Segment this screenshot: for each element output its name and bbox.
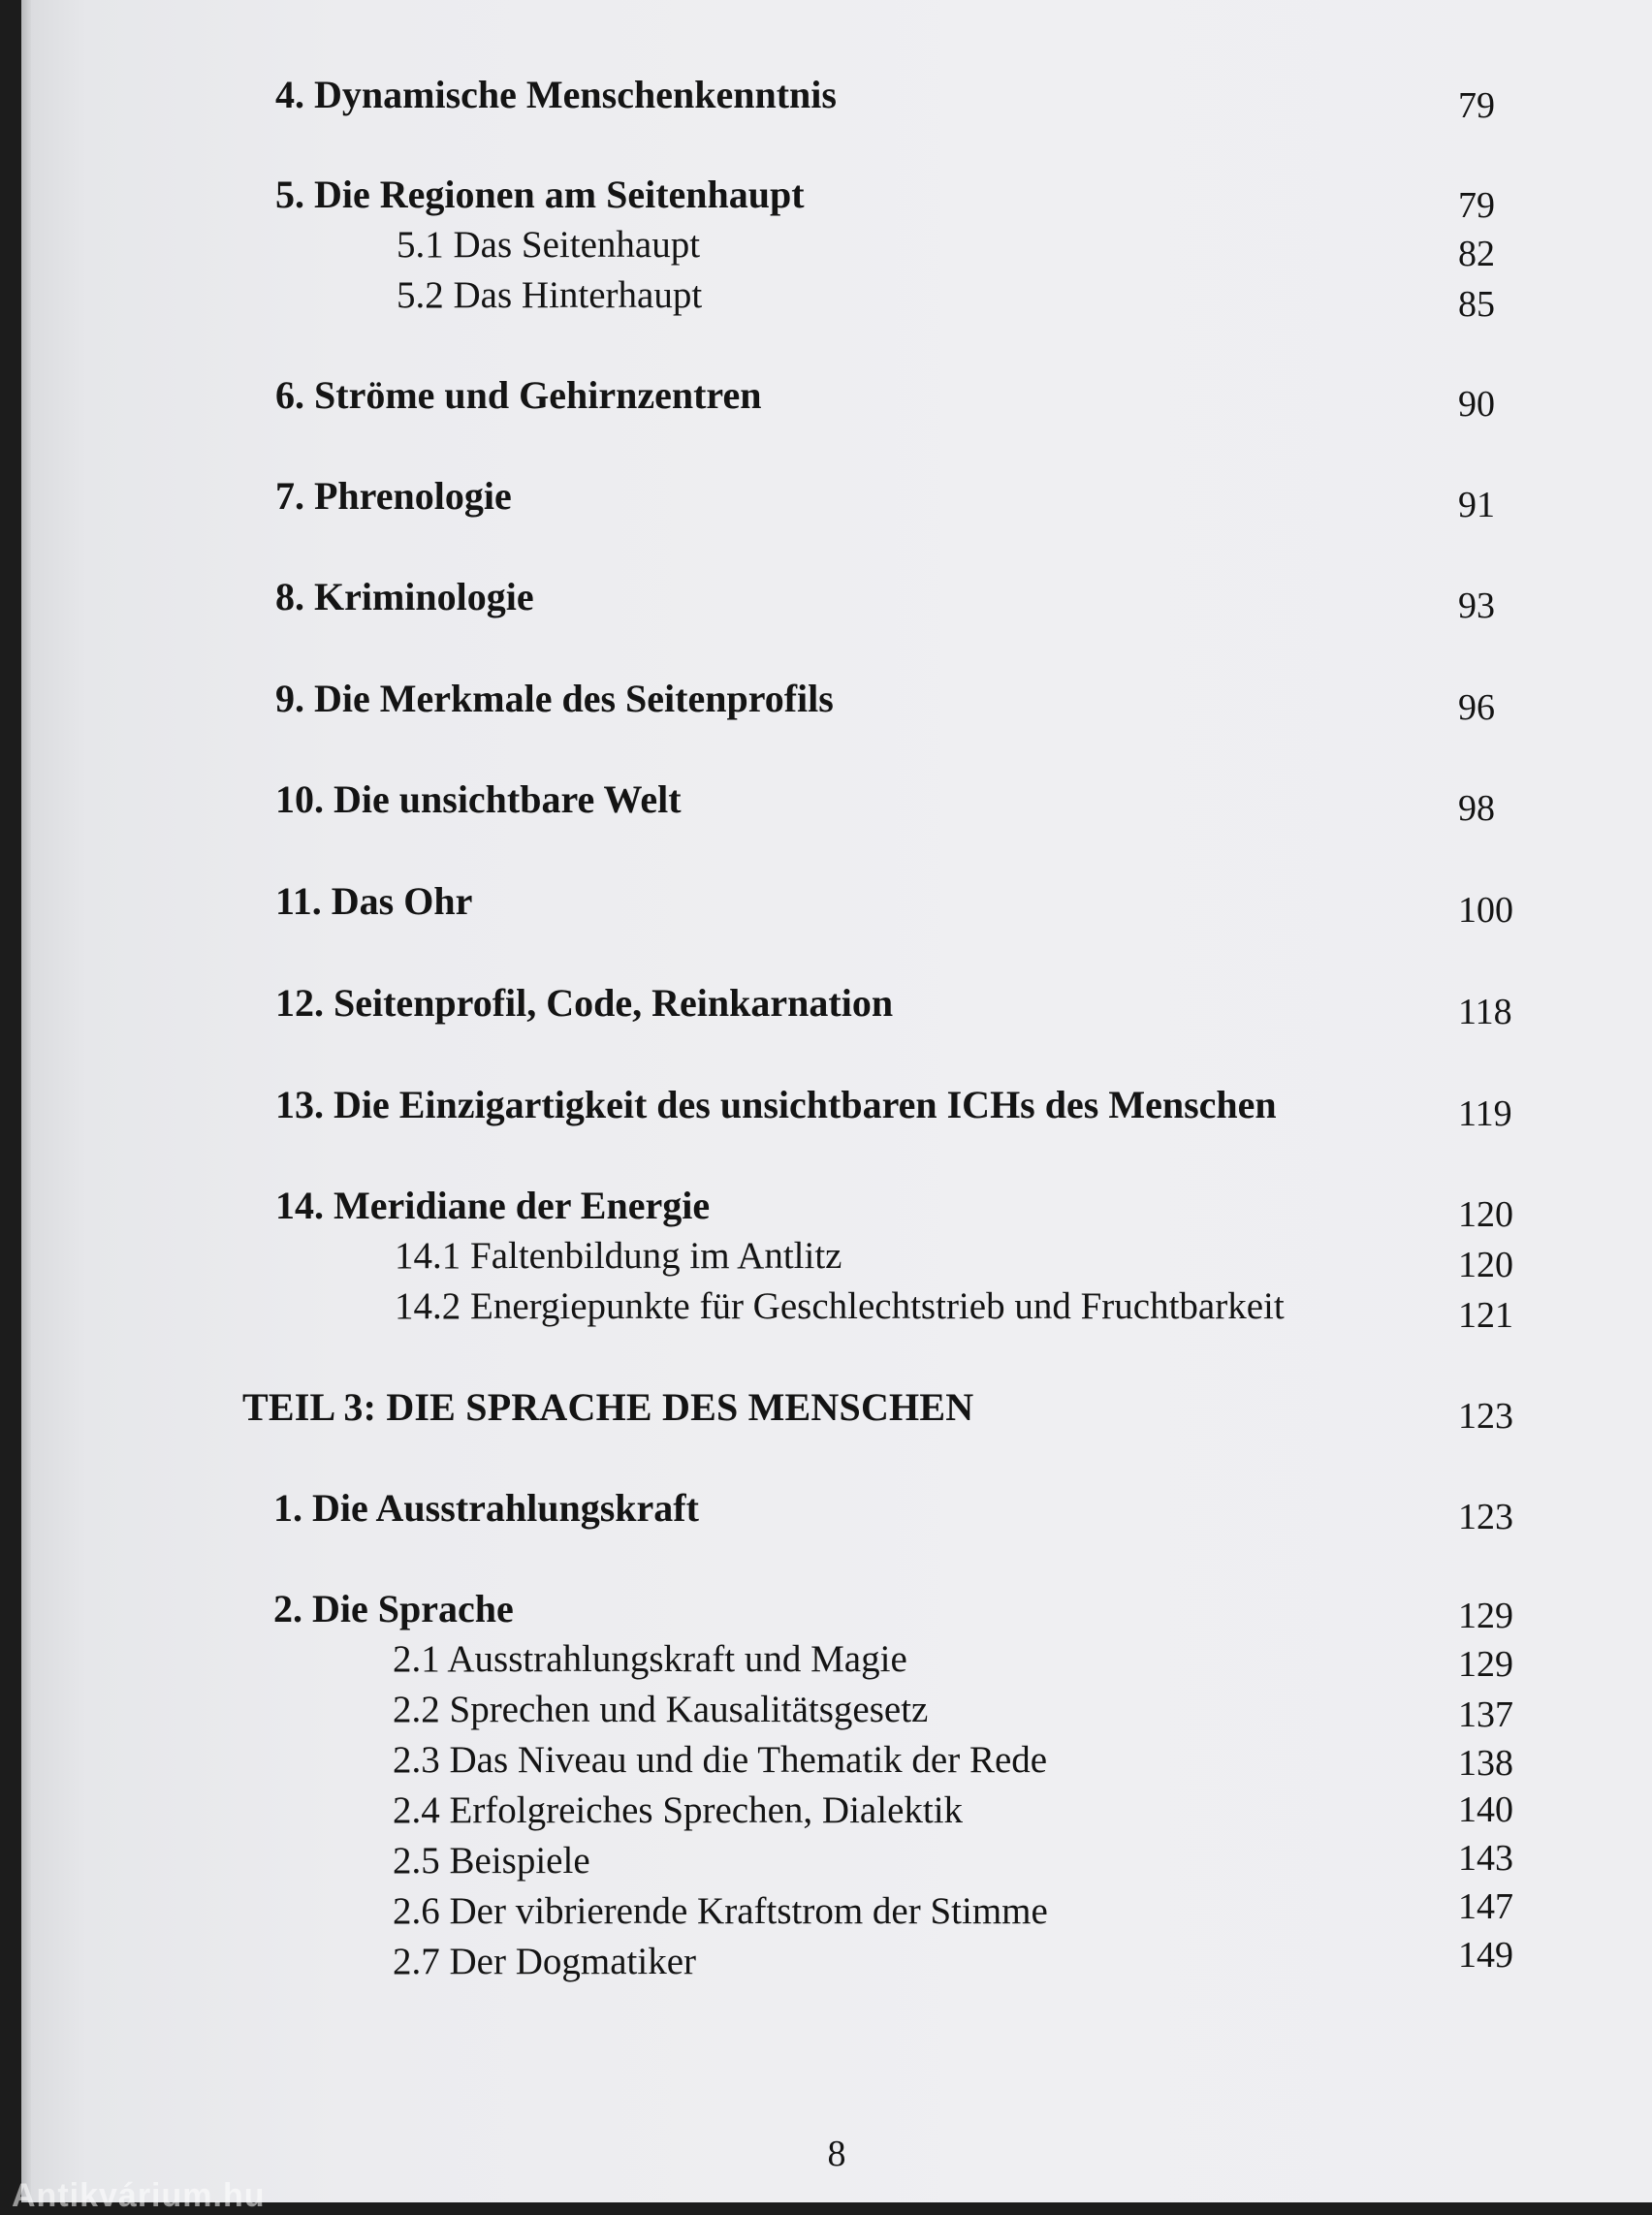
toc-entry-title: 4. Dynamische Menschenkenntnis bbox=[275, 73, 837, 116]
toc-entry-page: 100 bbox=[1458, 890, 1513, 931]
toc-entry bbox=[21, 1935, 1652, 2001]
toc-entry bbox=[21, 276, 1652, 334]
toc-entry-title: 7. Phrenologie bbox=[275, 474, 512, 518]
toc-entry-title: 2.4 Erfolgreiches Sprechen, Dialektik bbox=[393, 1789, 964, 1831]
toc-entry-title: 12. Seitenprofil, Code, Reinkarnation bbox=[275, 981, 894, 1025]
toc-entry-title: 11. Das Ohr bbox=[275, 879, 473, 923]
toc-entry-title: 14.1 Faltenbildung im Antlitz bbox=[395, 1235, 842, 1277]
toc-entry-title: 5. Die Regionen am Seitenhaupt bbox=[275, 173, 805, 216]
toc-entry bbox=[21, 677, 1652, 738]
toc-entry-page: 82 bbox=[1458, 234, 1495, 274]
toc-entry-page: 121 bbox=[1458, 1295, 1513, 1336]
toc-entry bbox=[21, 1886, 1652, 1950]
toc-entry-page: 149 bbox=[1458, 1935, 1513, 1976]
toc-entry bbox=[21, 777, 1652, 839]
toc-entry-page: 98 bbox=[1458, 788, 1495, 829]
toc-entry bbox=[21, 175, 1652, 234]
toc-entry-title: 2.5 Beispiele bbox=[393, 1840, 590, 1882]
toc-entry-title: 6. Ströme und Gehirnzentren bbox=[275, 373, 762, 417]
toc-entry-page: 91 bbox=[1458, 485, 1495, 525]
toc-entry-page: 129 bbox=[1458, 1596, 1513, 1636]
toc-entry-title: 5.2 Das Hinterhaupt bbox=[397, 274, 703, 316]
toc-entry-page: 79 bbox=[1458, 185, 1495, 226]
toc-entry bbox=[21, 1287, 1652, 1345]
toc-entry bbox=[21, 474, 1652, 535]
book-page bbox=[21, 0, 1652, 2202]
toc-part-heading bbox=[21, 1385, 1652, 1446]
toc-entry-title: 14. Meridiane der Energie bbox=[275, 1184, 711, 1227]
toc-entry-page: 96 bbox=[1458, 687, 1495, 728]
toc-entry-title: 2.2 Sprechen und Kausalitätsgesetz bbox=[393, 1689, 929, 1730]
toc-entry bbox=[21, 373, 1652, 434]
page-edge bbox=[21, 0, 31, 2202]
toc-entry bbox=[21, 1486, 1652, 1547]
toc-entry-title: 9. Die Merkmale des Seitenprofils bbox=[275, 677, 834, 720]
toc-entry-page: 143 bbox=[1458, 1838, 1513, 1879]
toc-entry-title: 2.1 Ausstrahlungskraft und Magie bbox=[393, 1638, 907, 1680]
toc-entry bbox=[21, 1083, 1652, 1144]
toc-entry bbox=[21, 1791, 1652, 1850]
toc-entry-title: 2. Die Sprache bbox=[273, 1587, 514, 1630]
toc-entry-title: 14.2 Energiepunkte für Geschlechtstrieb und Fruchtbarkeit bbox=[395, 1285, 1285, 1327]
toc-entry-title: 5.1 Das Seitenhaupt bbox=[397, 224, 701, 266]
toc-entry bbox=[21, 226, 1652, 284]
toc-entry-page: 85 bbox=[1458, 284, 1495, 325]
toc-entry-page: 79 bbox=[1458, 85, 1495, 126]
toc-entry-page: 137 bbox=[1458, 1694, 1513, 1735]
toc-entry bbox=[21, 879, 1652, 940]
toc-entry-title: TEIL 3: DIE SPRACHE DES MENSCHEN bbox=[242, 1385, 974, 1429]
toc-entry-title: 1. Die Ausstrahlungskraft bbox=[273, 1486, 699, 1530]
toc-entry bbox=[21, 981, 1652, 1042]
toc-entry-page: 93 bbox=[1458, 585, 1495, 626]
toc-entry-page: 120 bbox=[1458, 1194, 1513, 1235]
toc-entry-page: 120 bbox=[1458, 1245, 1513, 1285]
toc-entry-page: 147 bbox=[1458, 1886, 1513, 1927]
toc-entry-page: 138 bbox=[1458, 1743, 1513, 1784]
toc-entry bbox=[21, 575, 1652, 636]
watermark: Antikvárium.hu bbox=[12, 2177, 266, 2214]
toc-entry-title: 2.6 Der vibrierende Kraftstrom der Stimme bbox=[393, 1890, 1048, 1932]
toc-entry-title: 2.3 Das Niveau und die Thematik der Rede bbox=[393, 1739, 1048, 1781]
toc-entry-page: 119 bbox=[1458, 1093, 1512, 1134]
toc-entry-title: 13. Die Einzigartigkeit des unsichtbaren ICHs des Menschen bbox=[275, 1083, 1277, 1126]
toc-entry-page: 140 bbox=[1458, 1789, 1513, 1830]
toc-entry-page: 123 bbox=[1458, 1497, 1513, 1537]
toc-entry-page: 129 bbox=[1458, 1644, 1513, 1685]
toc-entry-page: 123 bbox=[1458, 1396, 1513, 1437]
toc-entry-title: 2.7 Der Dogmatiker bbox=[393, 1941, 696, 1982]
toc-entry-page: 90 bbox=[1458, 384, 1495, 425]
toc-entry bbox=[21, 73, 1652, 134]
toc-entry-title: 10. Die unsichtbare Welt bbox=[275, 777, 682, 821]
toc-entry-page: 118 bbox=[1458, 992, 1512, 1032]
page-number: 8 bbox=[827, 2134, 846, 2174]
toc-entry-title: 8. Kriminologie bbox=[275, 575, 534, 618]
